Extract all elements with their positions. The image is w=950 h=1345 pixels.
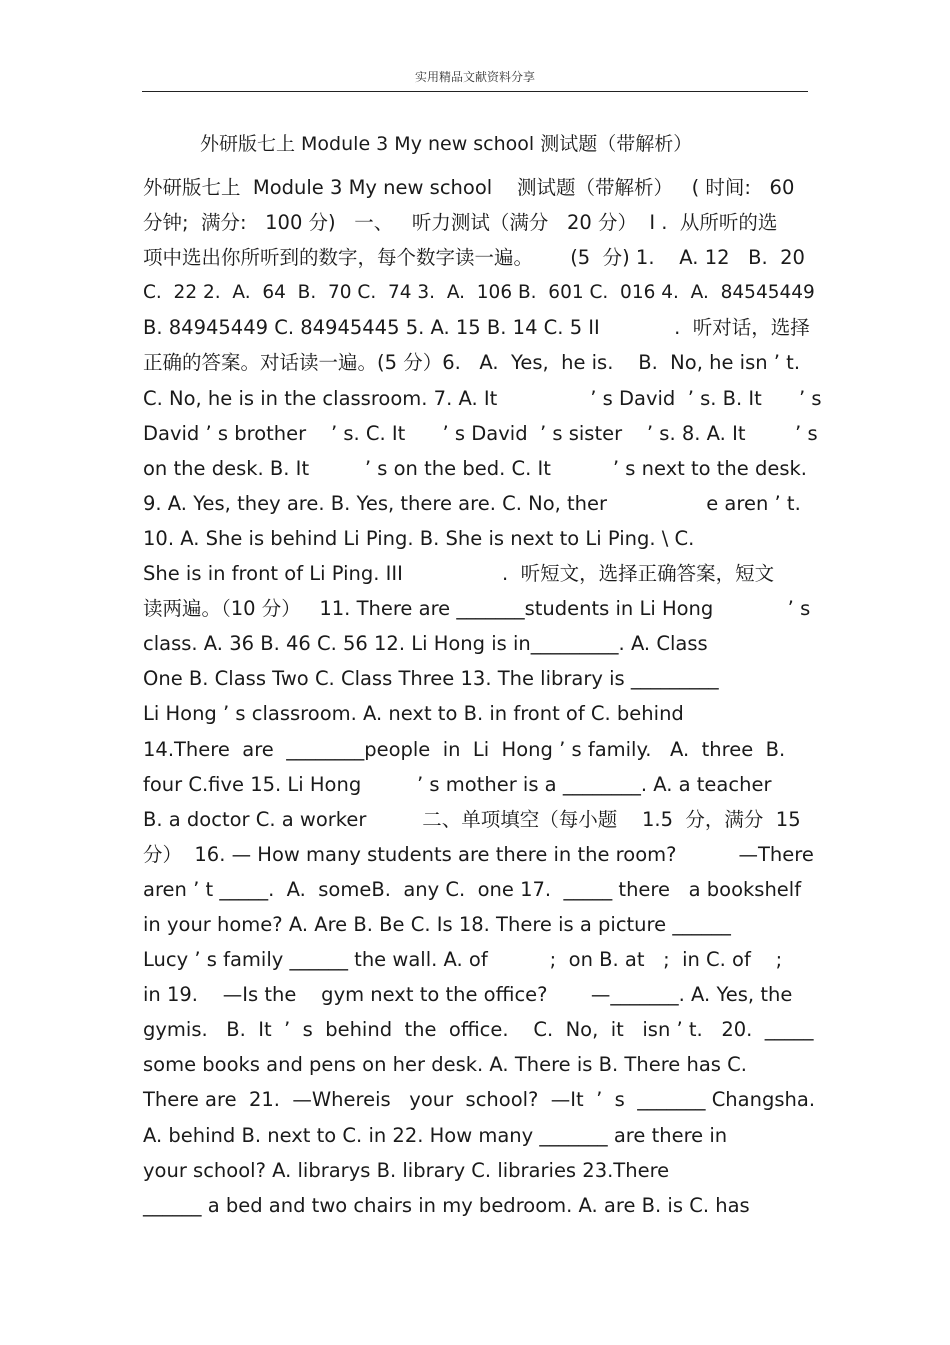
page-header: 实用精品文献资料分享 bbox=[414, 70, 535, 84]
body-line: B. 84945449 C. 84945445 5. A. 15 B. 14 C. 5 II . 听对话，选择 bbox=[143, 316, 810, 340]
body-line: 项中选出你所听到的数字，每个数字读一遍。 (5 分) 1. A. 12 B. 20 bbox=[143, 246, 805, 270]
body-line: four C.five 15. Li Hong ’ s mother is a ________. A. a teacher bbox=[143, 772, 772, 796]
body-line: aren ’ t _____. A. someB. any C. one 17. _____ there a bookshelf bbox=[143, 877, 802, 901]
body-line: your school? A. librarys B. library C. libraries 23.There bbox=[143, 1158, 670, 1182]
body-line: 分） 16. — How many students are there in the room? —There bbox=[143, 842, 814, 866]
body-line: 外研版七上 Module 3 My new school 测试题（带解析） ( 时间: 60 bbox=[143, 176, 795, 199]
body-line: in 19. —Is the gym next to the office? —_______. A. Yes, the bbox=[143, 983, 793, 1007]
body-line: on the desk. B. It ’ s on the bed. C. It ’ s next to the desk. bbox=[143, 456, 808, 480]
body-line: in your home? A. Are B. Be C. Is 18. There is a picture ______ bbox=[143, 912, 731, 936]
body-line: David ’ s brother ’ s. C. It ’ s David ’ s sister ’ s. 8. A. It ’ s bbox=[143, 421, 818, 445]
body-line: C. No, he is in the classroom. 7. A. It ’ s David ’ s. B. It ’ s bbox=[143, 386, 822, 410]
body-line: 读两遍。（10 分） 11. There are _______students in Li Hong ’ s bbox=[143, 597, 811, 621]
document-body bbox=[143, 170, 823, 1223]
body-line: 分钟; 满分: 100 分) 一、 听力测试（满分 20 分） Ⅰ . 从所听的选 bbox=[143, 211, 778, 235]
body-line: 正确的答案。对话读一遍。(5 分）6. A. Yes, he is. B. No, he isn ’ t. bbox=[143, 351, 801, 375]
body-line: 10. A. She is behind Li Ping. B. She is next to Li Ping. \ C. bbox=[143, 526, 695, 550]
body-line: Lucy ’ s family ______ the wall. A. of ; on B. at ; in C. of ; bbox=[143, 948, 783, 972]
body-line: She is in front of Li Ping. III . 听短文，选择正确答案，短文 bbox=[143, 562, 775, 586]
body-line: some books and pens on her desk. A. There is B. There has C. bbox=[143, 1053, 747, 1077]
body-line: B. a doctor C. a worker 二、单项填空（每小题 1.5 分，满分 15 bbox=[143, 807, 801, 831]
body-line: 14.There are ________people in Li Hong ’ s family. A. three B. bbox=[143, 737, 786, 761]
body-line: ______ a bed and two chairs in my bedroom. A. are B. is C. has bbox=[143, 1193, 750, 1217]
body-line: Li Hong ’ s classroom. A. next to B. in front of C. behind bbox=[143, 702, 684, 726]
body-line: There are 21. —Whereis your school? —It ’ s _______ Changsha. bbox=[143, 1088, 816, 1112]
document-title: 外研版七上 Module 3 My new school 测试题（带解析） bbox=[200, 133, 693, 155]
body-line: 9. A. Yes, they are. B. Yes, there are. C. No, ther e aren ’ t. bbox=[143, 491, 801, 515]
body-line: gymis. B. It ’ s behind the office. C. No, it isn ’ t. 20. _____ bbox=[143, 1018, 814, 1042]
body-line: One B. Class Two C. Class Three 13. The library is _________ bbox=[143, 667, 719, 691]
header-divider bbox=[142, 91, 808, 92]
body-line: A. behind B. next to C. in 22. How many _______ are there in bbox=[143, 1123, 728, 1147]
body-line: C. 22 2. A. 64 B. 70 C. 74 3. A. 106 B. 601 C. 016 4. A. 84545449 bbox=[143, 282, 815, 304]
body-line: class. A. 36 B. 46 C. 56 12. Li Hong is in_________. A. Class bbox=[143, 632, 708, 656]
